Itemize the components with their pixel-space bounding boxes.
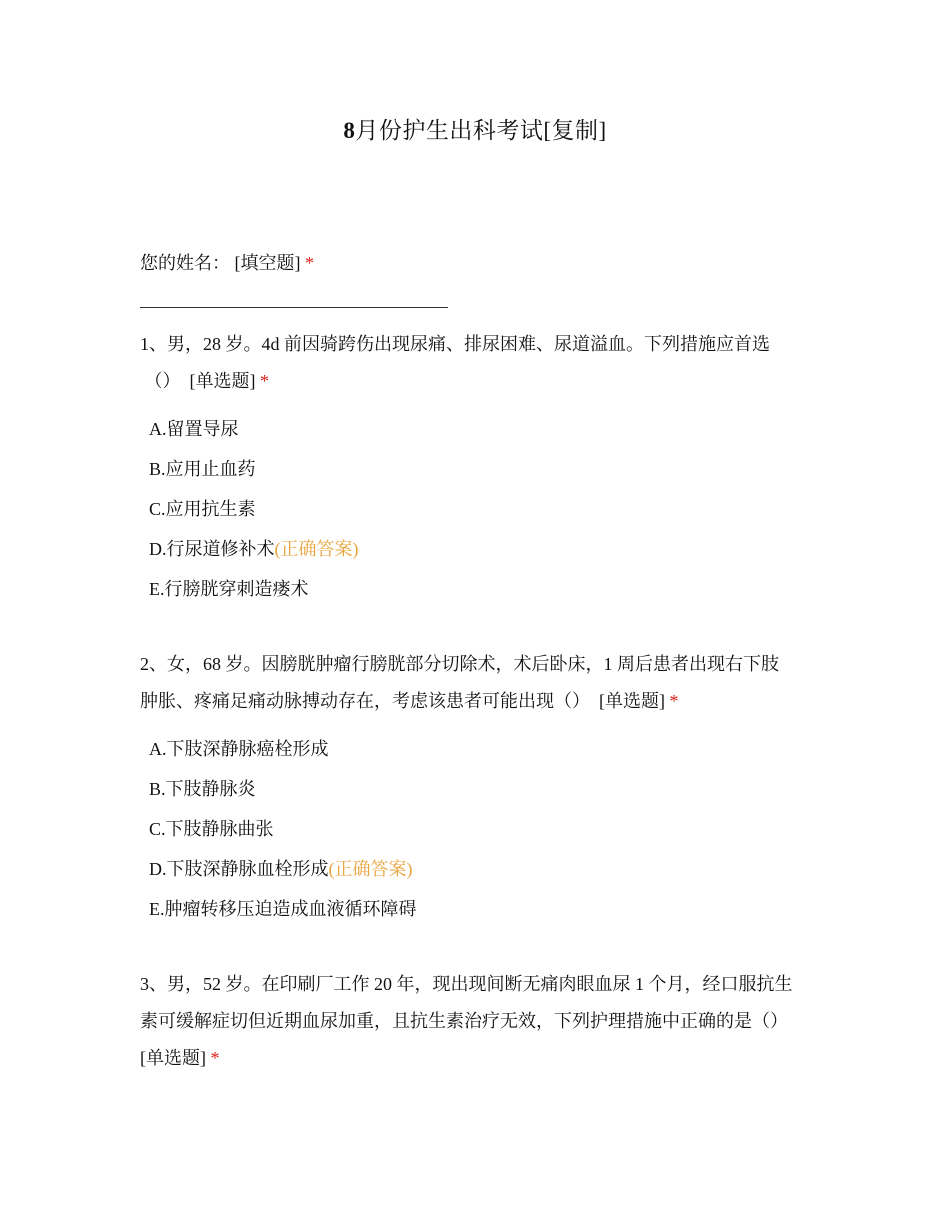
question-3: [140, 966, 820, 1077]
question-1-option-a[interactable]: A.留置导尿: [149, 419, 239, 439]
question-3-line-2: 素可缓解症切但近期血尿加重，且抗生素治疗无效，下列护理措施中正确的是（）: [140, 1011, 788, 1031]
question-1: [140, 326, 820, 400]
type-tag: [单选题]: [189, 371, 256, 391]
name-input-line[interactable]: [140, 307, 448, 308]
question-2-line-2: 肿胀、疼痛足痛动脉搏动存在，考虑该患者可能出现（） [单选题] *: [140, 691, 679, 711]
question-3-line-3: [140, 1040, 820, 1077]
question-3-line-1: 3、男，52 岁。在印刷厂工作 20 年，现出现间断无痛肉眼血尿 1 个月，经口服抗生: [140, 974, 793, 994]
type-tag: [填空题]: [234, 253, 301, 273]
required-mark: *: [260, 371, 269, 391]
question-1-line-2: （） [单选题] *: [144, 371, 269, 391]
correct-answer-label: (正确答案): [274, 539, 359, 559]
type-tag: [单选题]: [140, 1048, 206, 1068]
question-1-option-e[interactable]: E.行膀胱穿刺造瘘术: [149, 579, 309, 599]
type-tag: [单选题]: [599, 691, 665, 711]
page-title: [0, 112, 950, 145]
name-question: [140, 245, 820, 282]
question-1-option-c[interactable]: C.应用抗生素: [149, 499, 256, 519]
question-2: [140, 646, 820, 720]
question-2-option-e[interactable]: E.肿瘤转移压迫造成血液循环障碍: [149, 899, 417, 919]
required-mark: *: [305, 253, 314, 273]
title-number: 8: [343, 118, 356, 143]
question-2-line-1: 2、女，68 岁。因膀胱肿瘤行膀胱部分切除术，术后卧床，1 周后患者出现右下肢: [140, 654, 779, 674]
question-1-option-d[interactable]: D.行尿道修补术(正确答案): [149, 539, 359, 559]
question-1-option-b[interactable]: B.应用止血药: [149, 459, 256, 479]
required-mark: *: [210, 1048, 220, 1068]
required-mark: *: [669, 691, 679, 711]
question-1-line-1: 1、男，28 岁。4d 前因骑跨伤出现尿痛、排尿困难、尿道溢血。下列措施应首选: [140, 334, 770, 354]
title-text: 月份护生出科考试[复制]: [355, 118, 607, 143]
name-label: 您的姓名：: [140, 253, 230, 273]
question-2-option-c[interactable]: C.下肢静脉曲张: [149, 819, 274, 839]
question-2-option-d[interactable]: D.下肢深静脉血栓形成(正确答案): [149, 859, 413, 879]
question-2-option-a[interactable]: A.下肢深静脉癌栓形成: [149, 739, 329, 759]
question-2-option-b[interactable]: B.下肢静脉炎: [149, 779, 256, 799]
correct-answer-label: (正确答案): [328, 859, 413, 879]
